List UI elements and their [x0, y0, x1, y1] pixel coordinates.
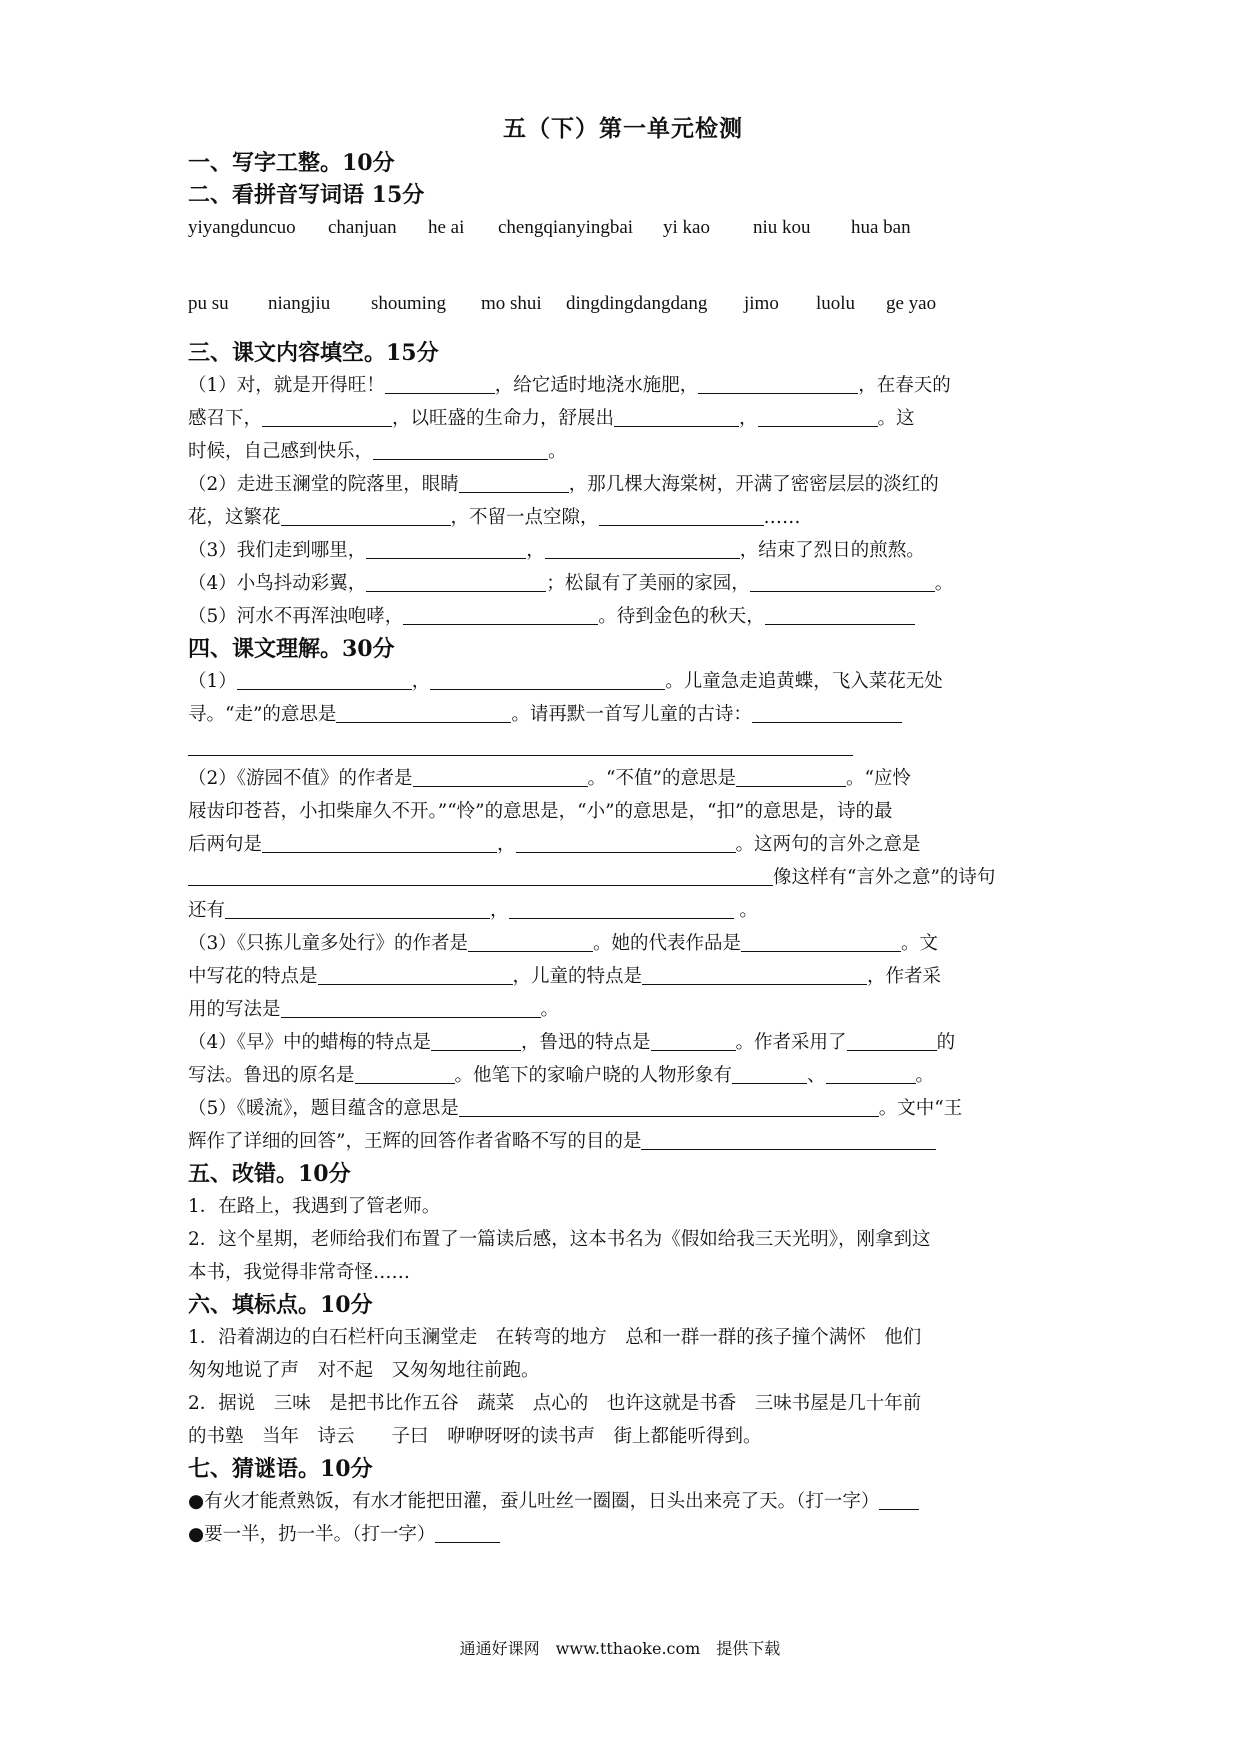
answer-blank[interactable] [847, 1030, 937, 1051]
s7-line-1: ●有火才能煮熟饭，有水才能把田灌，蚕儿吐丝一圈圈，日头出来亮了天。（打一字） [188, 1485, 1058, 1518]
s7-line-2: ●要一半，扔一半。（打一字） [188, 1518, 1058, 1551]
answer-blank[interactable] [336, 702, 511, 723]
answer-blank[interactable] [413, 766, 588, 787]
pinyin-word: luolu [816, 293, 856, 314]
pinyin-word: mo shui [481, 293, 542, 314]
pinyin-row-2 [188, 293, 1058, 319]
pinyin-word: yi kao [663, 217, 710, 238]
pinyin-word: yiyangduncuo [188, 217, 296, 238]
s6-line-3: 2．据说 三味 是把书比作五谷 蔬菜 点心的 也许这就是书香 三味书屋是几十年前 [188, 1393, 922, 1414]
s4-line-11: （4）《早》中的蜡梅的特点是 ，鲁迅的特点是 。作者采用了 的 [188, 1032, 956, 1053]
exam-page [188, 110, 1058, 1551]
s4-line-7: 还有 ， 。 [188, 900, 758, 921]
answer-blank[interactable] [698, 373, 858, 394]
s4-line-6: 像这样有“言外之意”的诗句 [188, 861, 1058, 894]
pinyin-word: chengqianyingbai [498, 217, 634, 238]
s3-line-8: （5）河水不再浑浊咆哮， 。待到金色的秋天， [188, 600, 1058, 633]
answer-blank[interactable] [403, 604, 598, 625]
answer-blank[interactable] [373, 439, 548, 460]
answer-blank[interactable] [281, 505, 451, 526]
pinyin-word: jimo [744, 293, 779, 314]
answer-blank[interactable] [614, 406, 739, 427]
pinyin-word: shouming [371, 293, 446, 314]
section-3-heading: 三、课文内容填空。15分 [188, 340, 439, 366]
s3-line-6: （3）我们走到哪里， ， ，结束了烈日的煎熬。 [188, 540, 925, 561]
answer-blank[interactable] [509, 898, 734, 919]
s4-line-2: 寻。“走”的意思是 。请再默一首写儿童的古诗： [188, 698, 1058, 731]
answer-blank[interactable] [237, 669, 412, 690]
s4-line-4: 屐齿印苍苔，小扣柴扉久不开。”“怜”的意思是，“小”的意思是，“扣”的意思是，诗的最 [188, 801, 893, 822]
s3-line-1: （1）对，就是开得旺！ ，给它适时地浇水施肥， ，在春天的 [188, 375, 951, 396]
s4-line-3: （2）《游园不值》的作者是 。“不值”的意思是 。“应怜 [188, 768, 911, 789]
answer-blank[interactable] [599, 505, 764, 526]
s4-line-8: （3）《只拣儿童多处行》的作者是 。她的代表作品是 。文 [188, 933, 939, 954]
answer-blank[interactable] [642, 964, 867, 985]
s3-line-5: 花，这繁花 ，不留一点空隙， …… [188, 507, 801, 528]
answer-blank[interactable] [459, 1096, 879, 1117]
s3-line-2: 感召下， ，以旺盛的生命力，舒展出 ， 。这 [188, 408, 915, 429]
s4-line-10: 用的写法是 。 [188, 999, 560, 1020]
section-5-heading: 五、改错。10分 [188, 1161, 351, 1187]
answer-blank[interactable] [468, 931, 593, 952]
section-4-heading: 四、课文理解。30分 [188, 636, 395, 662]
pinyin-word: niu kou [753, 217, 811, 238]
answer-blank[interactable] [752, 702, 902, 723]
page-title: 五（下）第一单元检测 [503, 115, 743, 142]
answer-blank[interactable] [750, 571, 935, 592]
section-1-heading: 一、写字工整。10分 [188, 150, 395, 176]
answer-blank[interactable] [736, 766, 846, 787]
answer-blank[interactable] [651, 1030, 736, 1051]
section-2-heading: 二、看拼音写词语 15分 [188, 182, 425, 208]
answer-blank[interactable] [879, 1489, 919, 1510]
section-7-heading: 七、猜谜语。10分 [188, 1456, 373, 1482]
pinyin-row-1 [188, 217, 1058, 243]
answer-blank[interactable] [366, 571, 546, 592]
s5-line-3: 本书，我觉得非常奇怪…… [188, 1262, 411, 1283]
s4-line-12: 写法。鲁迅的原名是 。他笔下的家喻户晓的人物形象有 、 。 [188, 1065, 935, 1086]
answer-blank[interactable] [516, 832, 736, 853]
answer-blank[interactable] [355, 1063, 455, 1084]
pinyin-word: dingdingdangdang [566, 293, 708, 314]
pinyin-word: he ai [428, 217, 465, 238]
answer-blank[interactable] [430, 669, 665, 690]
answer-blank[interactable] [758, 406, 878, 427]
s4-line-1: （1） ， 。儿童急走追黄蝶，飞入菜花无处 [188, 671, 943, 692]
s5-line-1: 1．在路上，我遇到了管老师。 [188, 1196, 441, 1217]
pinyin-word: niangjiu [268, 293, 331, 314]
s6-line-2: 匆匆地说了声 对不起 又匆匆地往前跑。 [188, 1360, 540, 1381]
pinyin-word: ge yao [886, 293, 937, 314]
answer-blank[interactable] [545, 538, 740, 559]
s3-line-4: （2）走进玉澜堂的院落里，眼睛 ，那几棵大海棠树，开满了密密层层的淡红的 [188, 474, 939, 495]
answer-full-line[interactable] [188, 735, 853, 756]
footer-credit: 通通好课网 www.tthaoke.com 提供下载 [459, 1639, 781, 1658]
s4-line-5: 后两句是 ， 。这两句的言外之意是 [188, 834, 921, 855]
s4-line-9: 中写花的特点是 ，儿童的特点是 ，作者采 [188, 966, 942, 987]
answer-blank[interactable] [641, 1129, 936, 1150]
answer-blank[interactable] [459, 472, 569, 493]
section-6-heading: 六、填标点。10分 [188, 1292, 373, 1318]
s4-line-13: （5）《暖流》，题目蕴含的意思是 。文中“王 [188, 1098, 963, 1119]
answer-blank[interactable] [188, 865, 773, 886]
pinyin-word: chanjuan [328, 217, 397, 238]
s3-line-7: （4）小鸟抖动彩翼， ；松鼠有了美丽的家园， 。 [188, 573, 954, 594]
answer-blank[interactable] [262, 406, 392, 427]
answer-blank[interactable] [765, 604, 915, 625]
answer-blank[interactable] [385, 373, 495, 394]
answer-blank[interactable] [281, 997, 541, 1018]
s5-line-2: 2．这个星期，老师给我们布置了一篇读后感，这本书名为《假如给我三天光明》，刚拿到这 [188, 1229, 931, 1250]
answer-blank[interactable] [732, 1063, 807, 1084]
answer-blank[interactable] [225, 898, 490, 919]
s6-line-4: 的书塾 当年 诗云 子曰 咿咿呀呀的读书声 街上都能听得到。 [188, 1426, 762, 1447]
answer-blank[interactable] [826, 1063, 916, 1084]
answer-blank[interactable] [431, 1030, 521, 1051]
pinyin-word: pu su [188, 293, 229, 314]
answer-blank[interactable] [366, 538, 526, 559]
answer-blank[interactable] [435, 1522, 500, 1543]
pinyin-word: hua ban [851, 217, 911, 238]
s4-line-14: 辉作了详细的回答”，王辉的回答作者省略不写的目的是 [188, 1125, 1058, 1158]
answer-blank[interactable] [262, 832, 497, 853]
answer-blank[interactable] [741, 931, 901, 952]
s6-line-1: 1．沿着湖边的白石栏杆向玉澜堂走 在转弯的地方 总和一群一群的孩子撞个满怀 他们 [188, 1327, 922, 1348]
answer-blank[interactable] [318, 964, 513, 985]
s3-line-3: 时候，自己感到快乐， 。 [188, 441, 567, 462]
